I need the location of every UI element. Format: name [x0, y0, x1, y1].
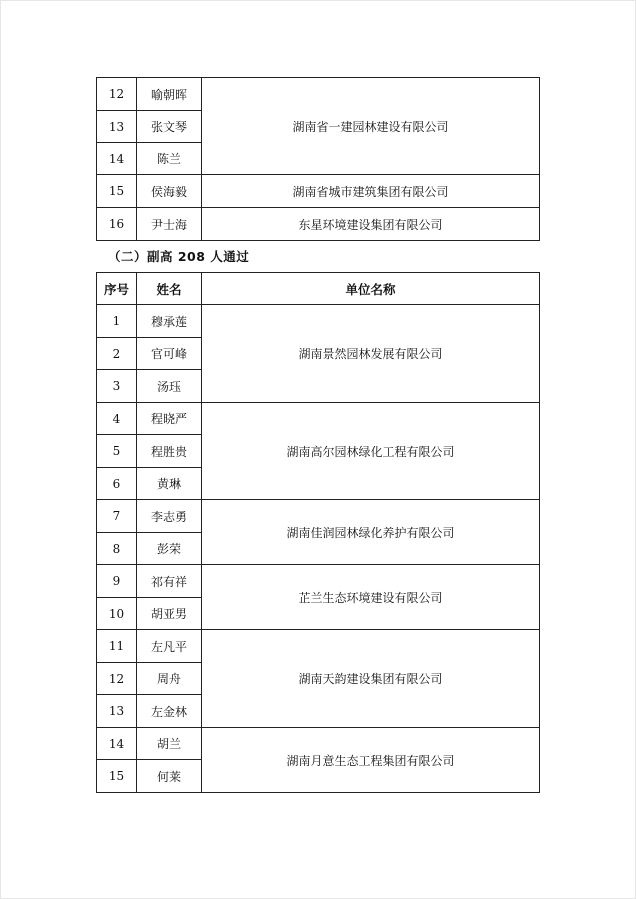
row-number: 14	[97, 143, 137, 175]
person-name: 程胜贵	[137, 435, 202, 468]
person-name: 胡亚男	[137, 598, 202, 630]
table-row	[97, 728, 540, 760]
row-number: 4	[97, 403, 137, 435]
company-name: 芷兰生态环境建设有限公司	[202, 565, 540, 630]
row-number: 7	[97, 500, 137, 533]
row-number: 13	[97, 111, 137, 143]
person-name: 张文琴	[137, 111, 202, 143]
company-name: 湖南省一建园林建设有限公司	[202, 78, 540, 175]
table-row	[97, 630, 540, 663]
table-row	[97, 500, 540, 533]
personnel-table-senior	[96, 272, 540, 793]
table-row	[97, 208, 540, 241]
row-number: 9	[97, 565, 137, 598]
personnel-table-continued	[96, 77, 540, 241]
company-name: 湖南月意生态工程集团有限公司	[202, 728, 540, 793]
header-unit: 单位名称	[202, 273, 540, 305]
person-name: 左金林	[137, 695, 202, 728]
row-number: 5	[97, 435, 137, 468]
row-number: 14	[97, 728, 137, 760]
person-name: 侯海毅	[137, 175, 202, 208]
row-number: 16	[97, 208, 137, 241]
person-name: 李志勇	[137, 500, 202, 533]
row-number: 11	[97, 630, 137, 663]
table-row	[97, 403, 540, 435]
section-heading: （二）副高 208 人通过	[108, 249, 250, 264]
person-name: 左凡平	[137, 630, 202, 663]
row-number: 3	[97, 370, 137, 403]
table-row	[97, 175, 540, 208]
person-name: 胡兰	[137, 728, 202, 760]
row-number: 1	[97, 305, 137, 338]
row-number: 13	[97, 695, 137, 728]
person-name: 彭荣	[137, 533, 202, 565]
company-name: 湖南景然园林发展有限公司	[202, 305, 540, 403]
person-name: 黄琳	[137, 468, 202, 500]
table-row	[97, 565, 540, 598]
header-name: 姓名	[137, 273, 202, 305]
person-name: 喻朝晖	[137, 78, 202, 111]
person-name: 程晓严	[137, 403, 202, 435]
person-name: 尹士海	[137, 208, 202, 241]
row-number: 12	[97, 78, 137, 111]
row-number: 15	[97, 175, 137, 208]
person-name: 穆承莲	[137, 305, 202, 338]
row-number: 12	[97, 663, 137, 695]
header-number: 序号	[97, 273, 137, 305]
person-name: 陈兰	[137, 143, 202, 175]
row-number: 8	[97, 533, 137, 565]
table-row	[97, 305, 540, 338]
person-name: 官可峰	[137, 338, 202, 370]
table-row	[97, 78, 540, 111]
company-name: 湖南高尔园林绿化工程有限公司	[202, 403, 540, 500]
person-name: 周舟	[137, 663, 202, 695]
row-number: 15	[97, 760, 137, 793]
company-name: 湖南佳润园林绿化养护有限公司	[202, 500, 540, 565]
company-name: 东星环境建设集团有限公司	[202, 208, 540, 241]
person-name: 汤珏	[137, 370, 202, 403]
row-number: 10	[97, 598, 137, 630]
company-name: 湖南省城市建筑集团有限公司	[202, 175, 540, 208]
company-name: 湖南天韵建设集团有限公司	[202, 630, 540, 728]
table-header-row	[97, 273, 540, 305]
row-number: 6	[97, 468, 137, 500]
row-number: 2	[97, 338, 137, 370]
person-name: 何莱	[137, 760, 202, 793]
person-name: 祁有祥	[137, 565, 202, 598]
